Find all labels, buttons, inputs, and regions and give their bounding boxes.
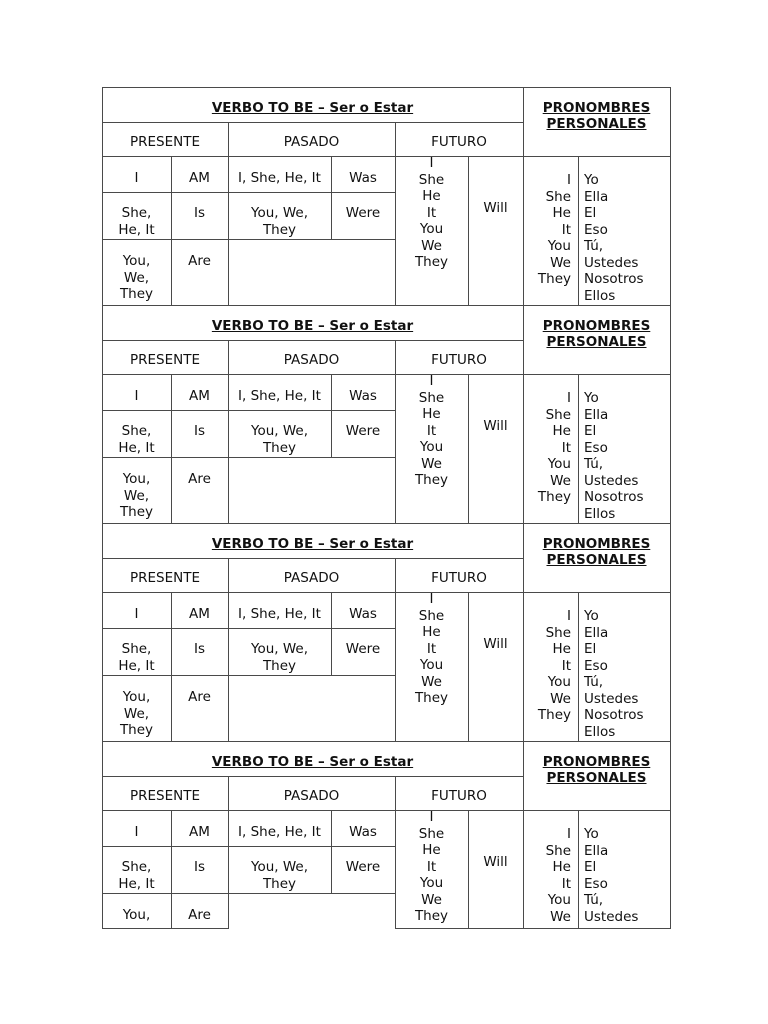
past-pronoun: You, We, They bbox=[250, 423, 308, 456]
header-pasado: PASADO bbox=[283, 570, 340, 586]
pronombres-header: PRONOMBRES PERSONALES bbox=[542, 100, 651, 132]
row-divider bbox=[102, 893, 395, 894]
column-divider bbox=[468, 374, 469, 524]
past-verb: Was bbox=[349, 388, 377, 404]
table-title: VERBO TO BE – Ser o Estar bbox=[211, 100, 414, 116]
column-divider bbox=[331, 810, 332, 894]
table-title: VERBO TO BE – Ser o Estar bbox=[211, 318, 414, 334]
future-verb: Will bbox=[483, 854, 508, 870]
past-pronoun: You, We, They bbox=[250, 205, 308, 238]
table-bottom-border bbox=[102, 741, 671, 742]
column-divider bbox=[331, 156, 332, 240]
row-divider bbox=[102, 675, 395, 676]
column-divider bbox=[468, 592, 469, 742]
future-verb: Will bbox=[483, 200, 508, 216]
header-futuro: FUTURO bbox=[431, 134, 487, 150]
past-verb: Was bbox=[349, 606, 377, 622]
past-verb: Were bbox=[345, 205, 381, 221]
pronombres-header: PRONOMBRES PERSONALES bbox=[542, 536, 651, 568]
header-presente: PRESENTE bbox=[129, 134, 201, 150]
header-bottom-border bbox=[102, 810, 671, 811]
header-futuro: FUTURO bbox=[431, 788, 487, 804]
present-pronoun: She, He, It bbox=[118, 641, 155, 674]
row-divider bbox=[102, 457, 395, 458]
row-divider bbox=[102, 410, 395, 411]
header-presente: PRESENTE bbox=[129, 352, 201, 368]
past-verb: Was bbox=[349, 170, 377, 186]
past-pronoun: I, She, He, It bbox=[238, 170, 321, 186]
future-pronouns: I She He It You We They bbox=[414, 155, 449, 270]
pronombres-header: PRONOMBRES PERSONALES bbox=[542, 754, 651, 786]
header-pasado: PASADO bbox=[283, 134, 340, 150]
table-title: VERBO TO BE – Ser o Estar bbox=[211, 536, 414, 552]
table-right-border bbox=[670, 523, 671, 742]
present-verb: Are bbox=[188, 689, 211, 705]
present-verb: Is bbox=[193, 641, 205, 657]
table-title: VERBO TO BE – Ser o Estar bbox=[211, 754, 414, 770]
column-divider bbox=[468, 156, 469, 306]
header-divider bbox=[102, 122, 523, 123]
past-verb: Were bbox=[345, 859, 381, 875]
row-divider bbox=[102, 628, 395, 629]
present-pronoun: You, We, They bbox=[119, 689, 154, 738]
spanish-pronouns: Yo Ella El Eso Tú, Ustedes Nosotros Ellos bbox=[584, 172, 644, 304]
table-bottom-border bbox=[395, 928, 671, 929]
present-pronoun: She, He, It bbox=[118, 859, 155, 892]
present-verb: Are bbox=[188, 907, 211, 923]
column-divider bbox=[578, 156, 579, 306]
spanish-pronouns: Yo Ella El Eso Tú, Ustedes bbox=[584, 826, 639, 925]
future-pronouns: I She He It You We They bbox=[414, 373, 449, 488]
table-bottom-border bbox=[102, 305, 671, 306]
header-divider bbox=[102, 558, 523, 559]
row-divider bbox=[102, 192, 395, 193]
header-futuro: FUTURO bbox=[431, 352, 487, 368]
present-pronoun: She, He, It bbox=[118, 205, 155, 238]
header-futuro: FUTURO bbox=[431, 570, 487, 586]
header-pasado: PASADO bbox=[283, 352, 340, 368]
past-verb: Were bbox=[345, 641, 381, 657]
future-verb: Will bbox=[483, 418, 508, 434]
past-verb: Was bbox=[349, 824, 377, 840]
present-pronoun: You, We, They bbox=[119, 253, 154, 302]
column-divider bbox=[331, 374, 332, 458]
present-verb: Is bbox=[193, 859, 205, 875]
future-pronouns: I She He It You We They bbox=[414, 591, 449, 706]
english-pronouns: I She He It You We They bbox=[537, 608, 571, 723]
table-bottom-border bbox=[102, 523, 671, 524]
past-verb: Were bbox=[345, 423, 381, 439]
header-bottom-border bbox=[102, 374, 671, 375]
header-presente: PRESENTE bbox=[129, 788, 201, 804]
present-verb: AM bbox=[189, 824, 210, 840]
future-pronouns: I She He It You We They bbox=[414, 809, 449, 924]
table-right-border bbox=[670, 87, 671, 306]
spanish-pronouns: Yo Ella El Eso Tú, Ustedes Nosotros Ellos bbox=[584, 390, 644, 522]
table-right-border bbox=[670, 741, 671, 929]
past-pronoun: You, We, They bbox=[250, 641, 308, 674]
past-pronoun: I, She, He, It bbox=[238, 388, 321, 404]
present-pronoun: She, He, It bbox=[118, 423, 155, 456]
header-pasado: PASADO bbox=[283, 788, 340, 804]
header-bottom-border bbox=[102, 592, 671, 593]
row-divider bbox=[102, 846, 395, 847]
past-pronoun: I, She, He, It bbox=[238, 606, 321, 622]
spanish-pronouns: Yo Ella El Eso Tú, Ustedes Nosotros Ellos bbox=[584, 608, 644, 740]
table-bottom-border bbox=[102, 928, 229, 929]
present-pronoun: I bbox=[134, 388, 139, 404]
present-pronoun: I bbox=[134, 606, 139, 622]
english-pronouns: I She He It You We They bbox=[537, 172, 571, 287]
header-presente: PRESENTE bbox=[129, 570, 201, 586]
header-divider bbox=[102, 776, 523, 777]
column-divider bbox=[578, 374, 579, 524]
header-divider bbox=[102, 340, 523, 341]
past-pronoun: You, We, They bbox=[250, 859, 308, 892]
present-verb: Are bbox=[188, 471, 211, 487]
column-divider bbox=[331, 592, 332, 676]
present-verb: AM bbox=[189, 606, 210, 622]
present-pronoun: You, bbox=[122, 907, 151, 923]
present-pronoun: You, We, They bbox=[119, 471, 154, 520]
past-pronoun: I, She, He, It bbox=[238, 824, 321, 840]
future-verb: Will bbox=[483, 636, 508, 652]
table-top-border bbox=[102, 87, 671, 88]
present-pronoun: I bbox=[134, 170, 139, 186]
column-divider bbox=[578, 592, 579, 742]
column-divider bbox=[578, 810, 579, 929]
row-divider bbox=[102, 239, 395, 240]
present-pronoun: I bbox=[134, 824, 139, 840]
present-verb: Is bbox=[193, 423, 205, 439]
present-verb: Is bbox=[193, 205, 205, 221]
header-bottom-border bbox=[102, 156, 671, 157]
table-right-border bbox=[670, 305, 671, 524]
present-verb: AM bbox=[189, 170, 210, 186]
english-pronouns: I She He It You We bbox=[545, 826, 571, 925]
present-verb: AM bbox=[189, 388, 210, 404]
pronombres-header: PRONOMBRES PERSONALES bbox=[542, 318, 651, 350]
english-pronouns: I She He It You We They bbox=[537, 390, 571, 505]
present-verb: Are bbox=[188, 253, 211, 269]
